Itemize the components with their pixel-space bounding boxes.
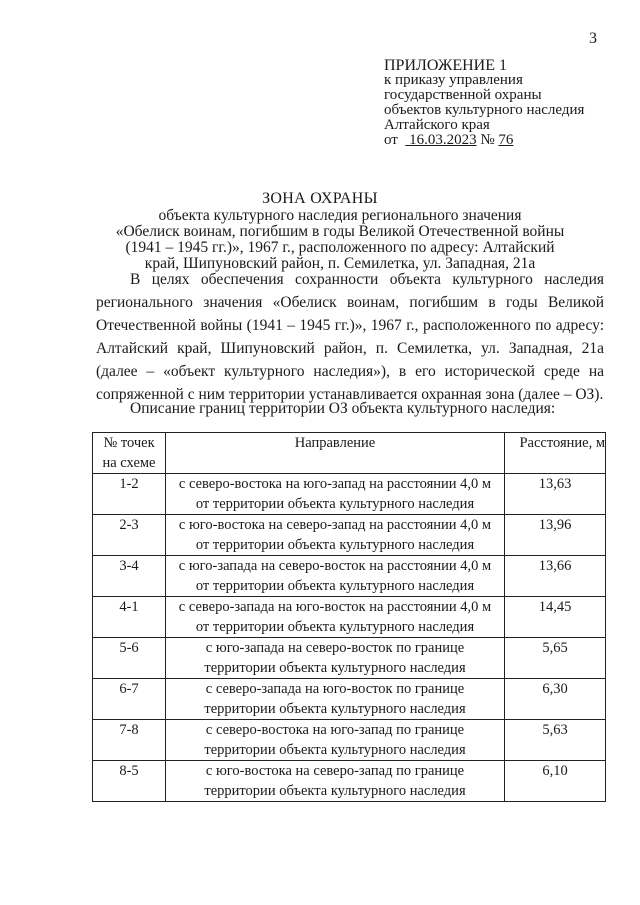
header-distance: Расстояние, м (505, 433, 606, 474)
header-direction: Направление (166, 433, 505, 474)
cell-distance: 13,96 (505, 515, 606, 556)
order-date (405, 132, 476, 148)
header-points (93, 433, 166, 474)
document-title: ЗОНА ОХРАНЫ (262, 190, 378, 207)
direction-line: с северо-запада на юго-восток на расстоянии 4,0 м (178, 599, 492, 615)
cell-points: 6-7 (93, 679, 166, 720)
direction-line: территории объекта культурного наследия (204, 783, 466, 799)
cell-points: 5-6 (93, 638, 166, 679)
table-row (93, 474, 606, 515)
document-subtitle (110, 208, 570, 272)
direction-line: с юго-запада на северо-восток по границе (205, 640, 465, 656)
cell-distance: 6,30 (505, 679, 606, 720)
appendix-line: к приказу управления (384, 72, 523, 88)
cell-points: 8-5 (93, 761, 166, 802)
header-points-line: № точек (103, 435, 155, 451)
subtitle-line: «Обелиск воинам, погибшим в годы Великой Отечественной войны (115, 223, 565, 240)
subtitle-line: край, Шипуновский район, п. Семилетка, ул. Западная, 21а (144, 255, 536, 272)
table-row (93, 679, 606, 720)
cell-distance: 13,66 (505, 556, 606, 597)
from-label: от (384, 132, 398, 148)
cell-points: 1-2 (93, 474, 166, 515)
direction-line: территории объекта культурного наследия (204, 742, 466, 758)
appendix-line: государственной охраны (384, 87, 542, 103)
cell-direction (166, 720, 505, 761)
cell-direction (166, 761, 505, 802)
cell-distance: 5,65 (505, 638, 606, 679)
subtitle-line: (1941 – 1945 гг.)», 1967 г., расположенного по адресу: Алтайский (125, 239, 555, 256)
cell-direction (166, 597, 505, 638)
table-row (93, 720, 606, 761)
boundaries-table (92, 432, 606, 802)
direction-line: от территории объекта культурного наследия (195, 619, 475, 635)
cell-distance: 6,10 (505, 761, 606, 802)
cell-points: 7-8 (93, 720, 166, 761)
subtitle-line: объекта культурного наследия регионального значения (158, 207, 522, 224)
table-header-row (93, 433, 606, 474)
appendix-line: объектов культурного наследия (384, 102, 585, 118)
cell-distance: 5,63 (505, 720, 606, 761)
cell-direction (166, 515, 505, 556)
cell-points: 4-1 (93, 597, 166, 638)
direction-line: с северо-востока на юго-запад на расстоянии 4,0 м (178, 476, 492, 492)
intro-paragraph: В целях обеспечения сохранности объекта культурного наследия регионального значения «Обелиск воинам, погибшим в годы Великой Отечественной войны (1941 – 1945 гг.)», 1967 г., расположенного по адресу: Алтайский край, Шипуновский район, п. Семилетка, ул. Западная, 21а (далее – «объект культурного наследия»), в его исторической среде на сопряженной с ним территории устанавливается охранная зона (далее – ОЗ). (96, 271, 604, 403)
header-points-line: на схеме (102, 455, 156, 471)
direction-line: с юго-востока на северо-запад на расстоянии 4,0 м (178, 517, 492, 533)
direction-line: от территории объекта культурного наследия (195, 578, 475, 594)
order-number: 76 (498, 132, 514, 148)
table-row (93, 515, 606, 556)
appendix-title: ПРИЛОЖЕНИЕ 1 (384, 57, 508, 74)
direction-line: территории объекта культурного наследия (204, 660, 466, 676)
direction-line: с северо-востока на юго-запад по границе (205, 722, 465, 738)
cell-distance: 14,45 (505, 597, 606, 638)
cell-points: 3-4 (93, 556, 166, 597)
cell-direction (166, 474, 505, 515)
direction-line: от территории объекта культурного наследия (195, 496, 475, 512)
number-sign: № (480, 132, 495, 148)
direction-line: от территории объекта культурного наследия (195, 537, 475, 553)
appendix-line: Алтайского края (384, 117, 490, 133)
page-number: 3 (589, 30, 597, 47)
cell-points: 2-3 (93, 515, 166, 556)
table-row (93, 761, 606, 802)
cell-direction (166, 556, 505, 597)
direction-line: с юго-запада на северо-восток на расстоянии 4,0 м (178, 558, 492, 574)
appendix-block (384, 58, 584, 148)
cell-direction (166, 679, 505, 720)
direction-line: с северо-запада на юго-восток по границе (205, 681, 465, 697)
table-row (93, 597, 606, 638)
direction-line: с юго-востока на северо-запад по границе (205, 763, 465, 779)
cell-direction (166, 638, 505, 679)
direction-line: территории объекта культурного наследия (204, 701, 466, 717)
cell-distance: 13,63 (505, 474, 606, 515)
table-row (93, 556, 606, 597)
table-caption: Описание границ территории ОЗ объекта культурного наследия: (130, 400, 556, 417)
appendix-order-line (384, 133, 584, 148)
order-date-value: 16.03.2023 (409, 132, 477, 148)
table-row (93, 638, 606, 679)
